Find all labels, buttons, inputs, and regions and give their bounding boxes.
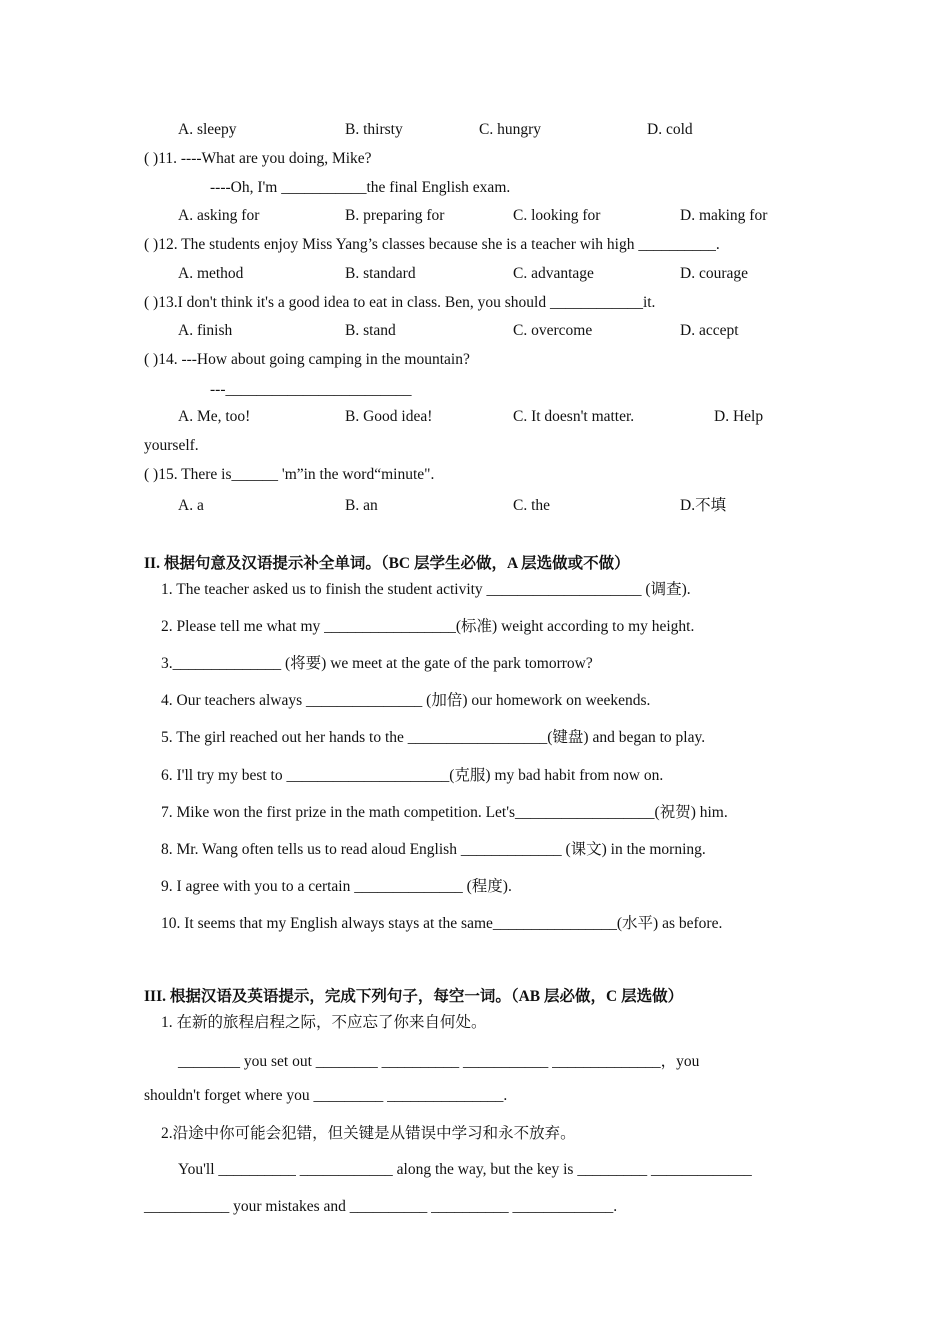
option-c: C. the [513, 497, 551, 514]
list-item: 9. I agree with you to a certain ______________ (程度). [161, 878, 512, 895]
option-c: C. It doesn't matter. [513, 408, 635, 425]
answer-line: ---________________________ [210, 381, 412, 398]
section-heading: II. 根据句意及汉语提示补全单词。（BC 层学生必做，A 层选做或不做） [144, 555, 630, 572]
list-item: 6. I'll try my best to _____________________(克服) my bad habit from now on. [161, 767, 664, 784]
item-2-english-line-1: You'll __________ ____________ along the way, but the key is _________ _____________ [178, 1161, 752, 1178]
answer-line: ----Oh, I'm ___________the final English exam. [210, 179, 511, 196]
option-d-wrap: yourself. [144, 437, 199, 454]
question-stem: ( )15. There is______ 'm”in the word“minute". [144, 466, 435, 483]
list-item: 8. Mr. Wang often tells us to read aloud English _____________ (课文) in the morning. [161, 841, 706, 858]
option-c: C. advantage [513, 265, 594, 282]
option-d: D. making for [680, 207, 768, 224]
item-1-english-line-2: shouldn't forget where you _________ _______________. [144, 1087, 508, 1104]
list-item: 10. It seems that my English always stays at the same________________(水平) as before. [161, 915, 723, 932]
section-heading: III. 根据汉语及英语提示，完成下列句子，每空一词。（AB 层必做，C 层选做） [144, 988, 684, 1005]
option-d: D. accept [680, 322, 739, 339]
question-stem: ( )11. ----What are you doing, Mike? [144, 150, 372, 167]
option-a: A. a [178, 497, 204, 514]
option-d: D.不填 [680, 497, 727, 514]
option-a: A. method [178, 265, 244, 282]
item-1-english-line-1: ________ you set out ________ __________ ___________ ______________，you [178, 1053, 700, 1070]
option-c: C. overcome [513, 322, 593, 339]
option-a: A. sleepy [178, 121, 237, 138]
option-d: D. Help [714, 408, 764, 425]
item-2-english-line-2: ___________ your mistakes and __________ __________ _____________. [144, 1198, 618, 1215]
option-b: B. an [345, 497, 378, 514]
list-item: 5. The girl reached out her hands to the __________________(键盘) and began to play. [161, 729, 706, 746]
option-a: A. Me, too! [178, 408, 251, 425]
item-2-chinese: 2.沿途中你可能会犯错，但关键是从错误中学习和永不放弃。 [161, 1125, 576, 1142]
option-d: D. courage [680, 265, 748, 282]
option-b: B. Good idea! [345, 408, 433, 425]
item-1-chinese: 1. 在新的旅程启程之际，不应忘了你来自何处。 [161, 1014, 487, 1031]
question-stem: ( )13.I don't think it's a good idea to eat in class. Ben, you should ____________it. [144, 294, 656, 311]
option-a: A. finish [178, 322, 233, 339]
option-b: B. stand [345, 322, 396, 339]
question-stem: ( )14. ---How about going camping in the mountain? [144, 351, 470, 368]
question-stem: ( )12. The students enjoy Miss Yang’s classes because she is a teacher wih high __________. [144, 236, 720, 253]
option-d: D. cold [647, 121, 693, 138]
option-c: C. hungry [479, 121, 541, 138]
option-b: B. thirsty [345, 121, 403, 138]
list-item: 4. Our teachers always _______________ (加倍) our homework on weekends. [161, 692, 651, 709]
list-item: 3.______________ (将要) we meet at the gate of the park tomorrow? [161, 655, 593, 672]
option-b: B. standard [345, 265, 416, 282]
option-c: C. looking for [513, 207, 601, 224]
list-item: 1. The teacher asked us to finish the student activity ____________________ (调查). [161, 581, 691, 598]
option-b: B. preparing for [345, 207, 445, 224]
list-item: 7. Mike won the first prize in the math competition. Let's__________________(祝贺) him. [161, 804, 728, 821]
option-a: A. asking for [178, 207, 260, 224]
list-item: 2. Please tell me what my _________________(标准) weight according to my height. [161, 618, 695, 635]
